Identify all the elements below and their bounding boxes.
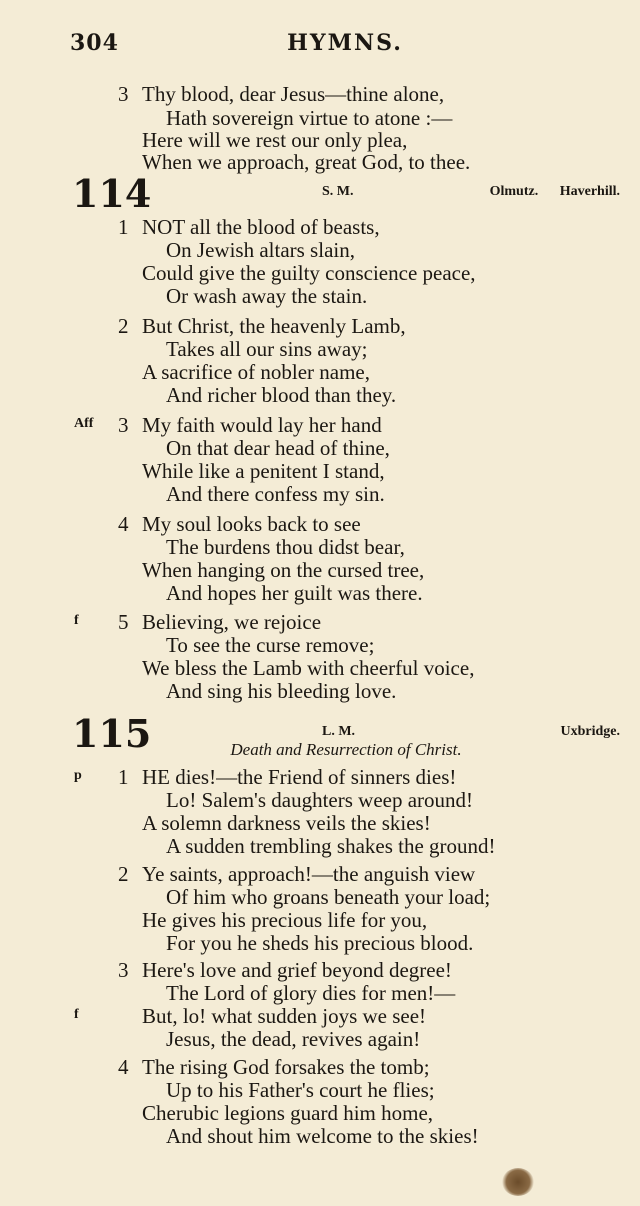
verse-number: 3 [118,958,129,982]
dynamics-marker: f [74,613,79,628]
hymn-line: Of him who groans beneath your load; [166,885,491,909]
hymn-line: My faith would lay her hand [142,413,382,437]
ink-smudge [502,1168,534,1196]
tune-name: Haverhill. [559,184,620,199]
hymn-line: Here will we rest our only plea, [142,128,408,152]
hymn-line: He gives his precious life for you, [142,908,428,932]
hymn-line: Hath sovereign virtue to atone :— [166,106,453,130]
tune-names [543,724,621,740]
meter: L. M. [322,724,356,739]
hymn-line: Lo! Salem's daughters weep around! [166,788,474,812]
hymn-line: And sing his bleeding love. [166,679,397,703]
tune-name: Uxbridge. [560,724,620,739]
hymn-line: And richer blood than they. [166,383,397,407]
verse-number: 5 [118,610,129,634]
hymn-line: Takes all our sins away; [166,337,368,361]
verse-number: 3 [118,413,129,437]
hymn-line: When we approach, great God, to thee. [142,150,471,174]
tune-name: Olmutz. [489,184,539,199]
hymn-line: HE dies!—the Friend of sinners dies! [142,765,457,789]
hymn-line: Jesus, the dead, revives again! [166,1027,421,1051]
verse-number: 2 [118,862,129,886]
dynamics-marker: Aff [74,416,94,431]
verse-number: 3 [118,82,129,106]
hymn-line: To see the curse remove; [166,633,375,657]
hymn-line: Could give the guilty conscience peace, [142,261,476,285]
verse-number: 4 [118,1055,129,1079]
verse-number: 4 [118,512,129,536]
hymn-line: Ye saints, approach!—the anguish view [142,862,476,886]
hymn-line: On Jewish altars slain, [166,238,355,262]
hymn-line: A sacrifice of nobler name, [142,360,370,384]
hymn-line: But Christ, the heavenly Lamb, [142,314,406,338]
verse-number: 2 [118,314,129,338]
hymn-line: The Lord of glory dies for men!— [166,981,456,1005]
hymn-line: Believing, we rejoice [142,610,322,634]
hymn-line: The burdens thou didst bear, [166,535,405,559]
hymn-line: And there confess my sin. [166,482,385,506]
hymn-line: Or wash away the stain. [166,284,368,308]
tune-names [472,184,620,200]
hymn-line: Cherubic legions guard him home, [142,1101,434,1125]
verse-number: 1 [118,215,129,239]
hymn-line: A sudden trembling shakes the ground! [166,834,496,858]
dynamics-marker: f [74,1007,79,1022]
hymn-number: 115 [72,711,152,756]
running-title: HYMNS. [287,30,403,56]
hymn-114-header [72,172,620,216]
hymn-number: 114 [72,171,152,216]
hymn-line: Up to his Father's court he flies; [166,1078,435,1102]
page-number: 304 [70,30,119,56]
hymn-line: And shout him welcome to the skies! [166,1124,479,1148]
hymn-line: My soul looks back to see [142,512,361,536]
hymn-subtitle: Death and Resurrection of Christ. [230,740,462,759]
hymn-line: We bless the Lamb with cheerful voice, [142,656,475,680]
hymn-line: While like a penitent I stand, [142,459,385,483]
running-head [70,30,620,60]
meter: S. M. [322,184,354,199]
hymn-line: Thy blood, dear Jesus—thine alone, [142,82,445,106]
hymn-line: The rising God forsakes the tomb; [142,1055,430,1079]
hymn-line: On that dear head of thine, [166,436,390,460]
hymn-line: Here's love and grief beyond degree! [142,958,452,982]
hymn-line: A solemn darkness veils the skies! [142,811,431,835]
hymn-line: When hanging on the cursed tree, [142,558,425,582]
hymn-line: NOT all the blood of beasts, [142,215,380,239]
hymn-line: For you he sheds his precious blood. [166,931,474,955]
dynamics-marker: p [74,768,82,783]
hymn-line: And hopes her guilt was there. [166,581,423,605]
hymn-line: But, lo! what sudden joys we see! [142,1004,427,1028]
verse-number: 1 [118,765,129,789]
